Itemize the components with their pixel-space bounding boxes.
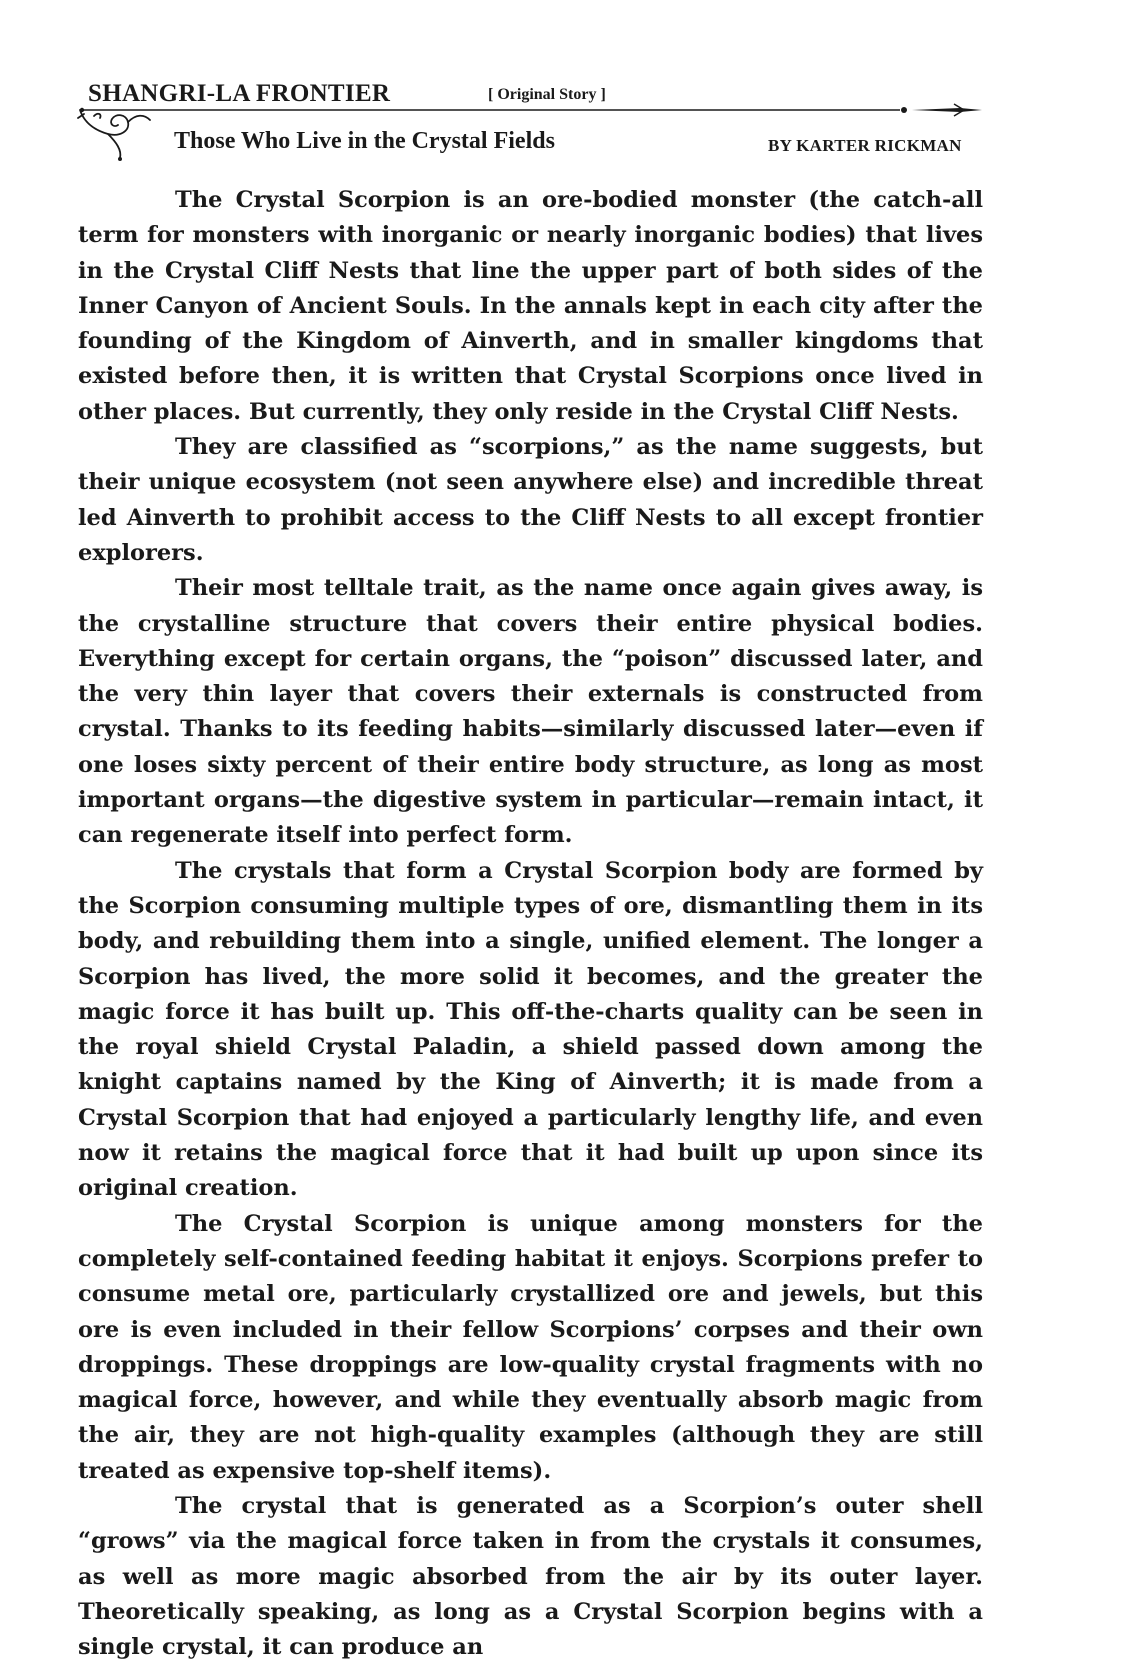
byline: BY KARTER RICKMAN xyxy=(768,136,962,155)
paragraph: Their most telltale trait, as the name once again gives away, is the crystalline structure that covers their entire physical bodies. Everything except for certain organs, the “poison” discussed later, and the very thin layer that covers their externals is constructed from crystal. Thanks to its feeding habits—similarly discussed later—even if one loses sixty percent of their entire body structure, as long as most important organs—the digestive system in particular—remain intact, it can regenerate itself into perfect form. xyxy=(78,575,983,849)
paragraph: The crystals that form a Crystal Scorpion body are formed by the Scorpion consuming multiple types of ore, dismantling them in its body, and rebuilding them into a single, unified element. The longer a Scorpion has lived, the more solid it becomes, and the greater the magic force it has built up. This off-the-charts quality can be seen in the royal shield Crystal Paladin, a shield passed down among the knight captains named by the King of Ainverth; it is made from a Crystal Scorpion that had enjoyed a particularly lengthy life, and even now it retains the magical force that it had built up upon since its original creation. xyxy=(78,857,983,1202)
paragraph: The Crystal Scorpion is an ore-bodied monster (the catch-all term for monsters with inorganic or nearly inorganic bodies) that lives in the Crystal Cliff Nests that line the upper part of both sides of the Inner Canyon of Ancient Souls. In the annals kept in each city after the founding of the Kingdom of Ainverth, and in smaller kingdoms that existed before then, it is written that Crystal Scorpions once lived in other places. But currently, they only reside in the Crystal Cliff Nests. xyxy=(78,187,983,425)
paragraph: The Crystal Scorpion is unique among monsters for the completely self-contained feeding habitat it enjoys. Scorpions prefer to consume metal ore, particularly crystallized ore and jewels, but this ore is even included in their fellow Scorpions’ corpses and their own droppings. These droppings are low-quality crystal fragments with no magical force, however, and while they eventually absorb magic from the air, they are not high-quality examples (although they are still treated as expensive top-shelf items). xyxy=(78,1210,983,1484)
flourish-ornament-icon xyxy=(78,110,150,158)
page-header xyxy=(0,0,1124,180)
paragraph: They are classified as “scorpions,” as the name suggests, but their unique ecosystem (not seen anywhere else) and incredible threat led Ainverth to prohibit access to the Cliff Nests to all except frontier explorers. xyxy=(78,434,983,566)
section-tag: [ Original Story ] xyxy=(488,86,606,103)
paragraph: The crystal that is generated as a Scorpion’s outer shell “grows” via the magical force taken in from the crystals it consumes, as well as more magic absorbed from the air by its outer layer. Theoretically speaking, as long as a Crystal Scorpion begins with a single crystal, it can produce an xyxy=(78,1492,983,1661)
story-title: Those Who Live in the Crystal Fields xyxy=(174,128,555,154)
series-title: SHANGRI-LA FRONTIER xyxy=(88,80,391,107)
article-body xyxy=(78,183,983,1665)
